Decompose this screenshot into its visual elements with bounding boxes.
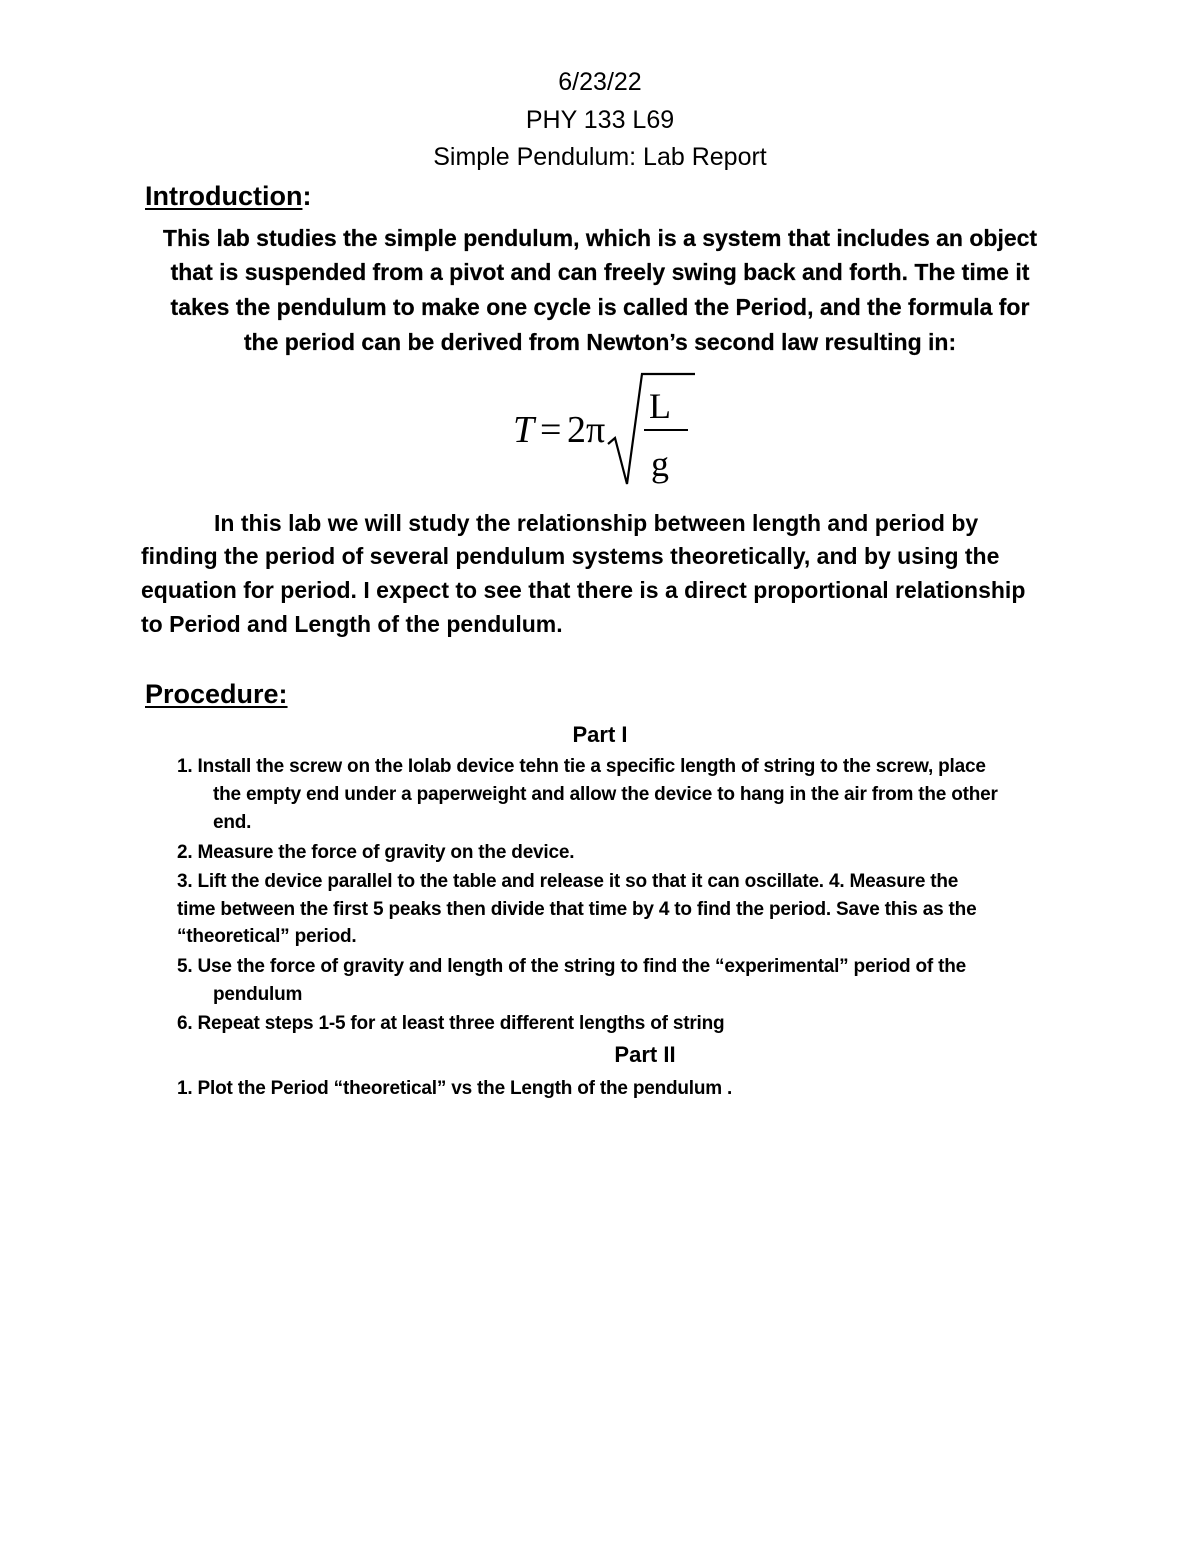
paragraph-line: equation for period. I expect to see that there is a direct proportional relationship — [141, 577, 1026, 603]
part-one-title: Part I — [572, 722, 628, 747]
procedure-step-line: 1. Install the screw on the Iolab device tehn tie a specific length of string to the screw, place — [177, 756, 986, 777]
formula-coefficient: 2π — [567, 409, 606, 451]
course-code: PHY 133 L69 — [525, 106, 675, 134]
intro-line: takes the pendulum to make one cycle is called the Period, and the formula for — [170, 294, 1030, 320]
procedure-step-line: pendulum — [213, 984, 303, 1005]
introduction-heading — [145, 181, 311, 212]
paragraph-line: to Period and Length of the pendulum. — [141, 611, 563, 637]
intro-line: This lab studies the simple pendulum, which is a system that includes an object — [162, 225, 1038, 251]
period-formula-graphic — [510, 370, 700, 488]
procedure-step-line: “theoretical” period. — [177, 926, 357, 947]
procedure-step-line: time between the first 5 peaks then divide that time by 4 to find the period. Save this as the — [177, 899, 977, 920]
procedure-step-line: 5. Use the force of gravity and length of the string to find the “experimental” period of the — [177, 956, 966, 977]
procedure-heading: Procedure: — [145, 679, 288, 709]
formula-equals: = — [540, 409, 562, 451]
formula-numerator: L — [649, 386, 671, 426]
formula-lhs: T — [513, 409, 535, 451]
period-formula — [510, 370, 700, 488]
intro-line: the period can be derived from Newton’s second law resulting in: — [243, 329, 957, 355]
procedure-step-line: end. — [213, 812, 252, 833]
report-title: Simple Pendulum: Lab Report — [433, 143, 767, 171]
introduction-heading-text: Introduction — [145, 181, 303, 211]
procedure-step-line: 3. Lift the device parallel to the table and release it so that it can oscillate. 4. Measure the — [177, 871, 959, 892]
procedure-step-line: 1. Plot the Period “theoretical” vs the Length of the pendulum . — [177, 1078, 733, 1099]
introduction-heading-colon: : — [302, 181, 312, 211]
report-date: 6/23/22 — [558, 68, 642, 96]
procedure-step-line: 6. Repeat steps 1-5 for at least three different lengths of string — [177, 1013, 725, 1034]
paragraph-line: finding the period of several pendulum systems theoretically, and by using the — [141, 543, 1000, 569]
part-two-title: Part II — [614, 1042, 676, 1067]
paragraph-line: In this lab we will study the relationship between length and period by — [214, 510, 979, 536]
procedure-step-line: 2. Measure the force of gravity on the device. — [177, 842, 575, 863]
formula-denominator: g — [651, 444, 669, 484]
intro-line: that is suspended from a pivot and can freely swing back and forth. The time it — [170, 259, 1030, 285]
procedure-step-line: the empty end under a paperweight and allow the device to hang in the air from the other — [213, 784, 998, 805]
